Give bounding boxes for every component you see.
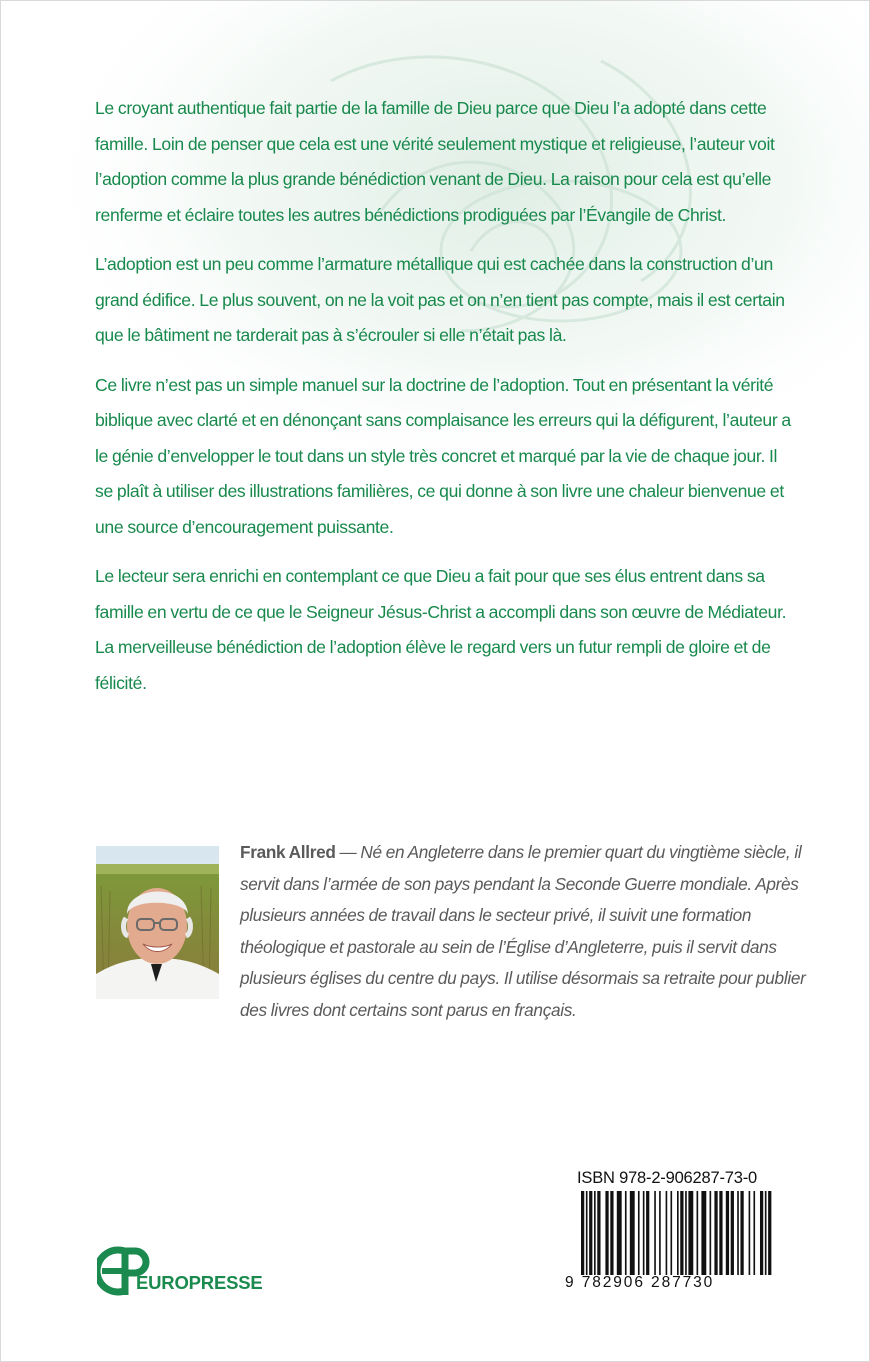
- barcode-bar: [714, 1191, 717, 1275]
- barcode-bar: [726, 1191, 729, 1275]
- barcode-bar: [685, 1191, 687, 1275]
- photo-spacer: [95, 837, 240, 1005]
- barcode-digits: 9 782906 287730: [565, 1274, 715, 1291]
- barcode-bar: [638, 1191, 640, 1275]
- barcode-bar: [740, 1191, 743, 1275]
- publisher-name: EUROPRESSE: [136, 1272, 263, 1293]
- isbn-barcode: [579, 1191, 775, 1279]
- barcode-bar: [659, 1191, 661, 1275]
- barcode-bar: [594, 1191, 596, 1275]
- barcode-bar: [760, 1191, 763, 1275]
- back-cover-blurb: [95, 91, 795, 715]
- barcode-bar: [697, 1191, 699, 1275]
- barcode-bar: [597, 1191, 600, 1275]
- barcode-bar: [581, 1191, 584, 1275]
- barcode-bar: [753, 1191, 755, 1275]
- barcode-bar: [719, 1191, 722, 1275]
- barcode-bar: [749, 1191, 751, 1275]
- barcode-bar: [688, 1191, 693, 1275]
- barcode-bar: [701, 1191, 706, 1275]
- barcode-bar: [654, 1191, 656, 1275]
- barcode-bar: [589, 1191, 592, 1275]
- barcode-bar: [625, 1191, 627, 1275]
- barcode-bar: [643, 1191, 645, 1275]
- author-dash: —: [335, 842, 361, 862]
- barcode-bar: [630, 1191, 635, 1275]
- barcode-bar: [610, 1191, 613, 1275]
- author-bio: [95, 837, 807, 1027]
- barcode-bar: [677, 1191, 679, 1275]
- barcode-bar: [731, 1191, 734, 1275]
- barcode-bar: [605, 1191, 608, 1275]
- barcode-bar: [737, 1191, 739, 1275]
- barcode-bar: [646, 1191, 649, 1275]
- isbn-label: ISBN 978-2-906287-73-0: [577, 1169, 757, 1187]
- barcode-bar: [666, 1191, 668, 1275]
- blurb-paragraph-1: Le croyant authentique fait partie de la famille de Dieu parce que Dieu l’a adopté dans cette famille. Loin de penser que cela est une vérité seulement mystique et religieuse, l’auteur voit l’adoption comme la plus grande bénédiction venant de Dieu. La raison pour cela est qu’elle renferme et éclaire toutes les autres bénédictions prodiguées par l’Évangile de Christ.: [95, 98, 775, 225]
- blurb-paragraph-3: Ce livre n’est pas un simple manuel sur la doctrine de l’adoption. Tout en présentant la vérité biblique avec clarté et en dénonçant sans complaisance les erreurs qui la défigurent, l’auteur a le génie d’envelopper le tout dans un style très concret et marqué par la vie de chaque jour. Il se plaît à utiliser des illustrations familières, ce qui donne à son livre une chaleur bienvenue et une source d’encouragement puissante.: [95, 374, 791, 537]
- blurb-paragraph-4: Le lecteur sera enrichi en contemplant ce que Dieu a fait pour que ses élus entrent dans sa famille en vertu de ce que le Seigneur Jésus-Christ a accompli dans son œuvre de Médiateur. La merveilleuse bénédiction de l’adoption élève le regard vers un futur rempli de gloire et de félicité.: [95, 566, 787, 693]
- author-name: Frank Allred: [240, 842, 336, 862]
- barcode-bar: [710, 1191, 712, 1275]
- barcode-bar: [617, 1191, 622, 1275]
- barcode-bar: [670, 1191, 672, 1275]
- author-bio-text: Né en Angleterre dans le premier quart du vingtième siècle, il servit dans l’armée de son pays pendant la Seconde Guerre mondiale. Après plusieurs années de travail dans le secteur privé, il suivit une formation théologique et pastorale au sein de l’Église d’Angleterre, puis il servit dans plusieurs églises du centre du pays. Il utilise désormais sa retraite pour publier des livres dont certains sont parus en français.: [240, 842, 806, 1020]
- barcode-bar: [765, 1191, 767, 1275]
- barcode-bar: [768, 1191, 771, 1275]
- blurb-paragraph-2: L’adoption est un peu comme l’armature métallique qui est cachée dans la construction d’un grand édifice. Le plus souvent, on ne la voit pas et on n’en tient pas compte, mais il est certain que le bâtiment ne tarderait pas à s’écrouler si elle n’était pas là.: [95, 254, 785, 345]
- barcode-bar: [586, 1191, 588, 1275]
- barcode-bar: [680, 1191, 683, 1275]
